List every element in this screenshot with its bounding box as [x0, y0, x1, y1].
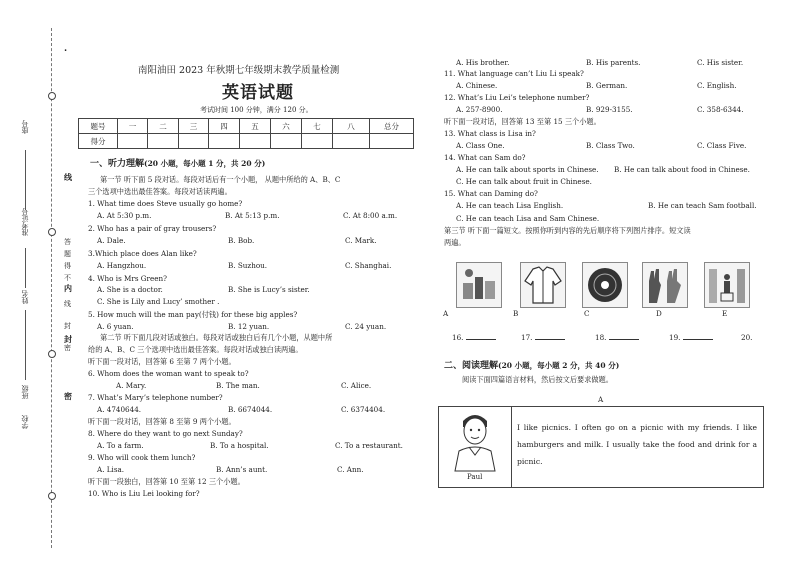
q3-option-b[interactable]: B. Suzhou. [228, 261, 268, 270]
q3-option-a[interactable]: A. Hangzhou. [97, 261, 147, 270]
pic-label-b: B [513, 309, 519, 318]
q14-option-c[interactable]: C. He can talk about fruit in Chinese. [456, 177, 592, 186]
q2-option-b[interactable]: B. Bob. [228, 236, 255, 245]
score-table [78, 118, 414, 149]
margin-label-school: 学校 [21, 415, 29, 429]
q7-option-a[interactable]: A. 4740644. [97, 405, 142, 414]
part1-heading: 一、听力理解(20 小题，每小题 1 分，共 20 分) [90, 159, 266, 169]
question-1: 1. What time does Steve usually go home? [88, 199, 243, 208]
q9-option-c[interactable]: C. Ann. [337, 465, 364, 474]
shopping-icon [456, 262, 502, 308]
q8-option-a[interactable]: A. To a farm. [97, 441, 144, 450]
seat-line [25, 150, 26, 210]
q12-option-b[interactable]: B. 929-3155. [586, 105, 633, 114]
question-3: 3.Which place does Alan like? [88, 249, 197, 258]
pic-label-c: C [584, 309, 590, 318]
score-header-cell: 二 [148, 119, 179, 134]
question-5: 5. How much will the man pay(付钱) for these big apples? [88, 310, 298, 319]
q12-option-c[interactable]: C. 358-6344. [697, 105, 744, 114]
boy-portrait-icon [439, 407, 511, 473]
name-line [25, 310, 26, 380]
answer-blank-17[interactable]: 17. [521, 333, 565, 343]
score-header-cell: 总分 [370, 119, 414, 134]
score-header-cell: 三 [179, 119, 209, 134]
admission-line [25, 248, 26, 288]
question-7: 7. What’s Mary’s telephone number? [88, 393, 223, 402]
question-13: 13. What class is Lisa in? [444, 129, 536, 138]
score-cell[interactable] [118, 134, 148, 149]
margin-label-name: 姓名 [21, 290, 29, 304]
seal-char: 线 [64, 172, 72, 182]
q9-option-b[interactable]: B. Ann’s aunt. [216, 465, 268, 474]
passage-a [438, 406, 764, 488]
seal-char: 内 [64, 283, 72, 293]
listen-instruction-8-9: 听下面一段对话，回答第 8 至第 9 两个小题。 [88, 417, 236, 426]
seal-char: 密 [64, 391, 72, 401]
question-10: 10. Who is Liu Lei looking for? [88, 489, 200, 498]
exam-title: 南阳油田 2023 年秋期七年级期末教学质量检测 [138, 65, 340, 76]
score-header-cell: 一 [118, 119, 148, 134]
score-header-cell: 六 [271, 119, 302, 134]
score-header-cell: 五 [240, 119, 271, 134]
score-cell[interactable] [370, 134, 414, 149]
listen-instruction-10-12: 听下面一段独白，回答第 10 至第 12 三个小题。 [88, 477, 245, 486]
jacket-icon [520, 262, 566, 308]
q11-option-b[interactable]: B. German. [586, 81, 628, 90]
q15-option-c[interactable]: C. He can teach Lisa and Sam Chinese. [456, 214, 600, 223]
q9-option-a[interactable]: A. Lisa. [97, 465, 125, 474]
q5-option-b[interactable]: B. 12 yuan. [228, 322, 270, 331]
q14-option-a[interactable]: A. He can talk about sports in Chinese. [456, 165, 599, 174]
binding-hole [48, 350, 56, 358]
margin-mark: . [64, 44, 68, 54]
q5-option-a[interactable]: A. 6 yuan. [97, 322, 134, 331]
q8-option-c[interactable]: C. To a restaurant. [335, 441, 403, 450]
sec2-instruction-2: 给的 A、B、C 三个选项中选出最佳答案。每段对话或独白读两遍。 [88, 345, 303, 354]
question-9: 9. Who will cook them lunch? [88, 453, 196, 462]
no-answer-note: 答 题 得 不 [64, 238, 71, 282]
sec3-instruction: 第三节 听下面一篇短文。按照你听到内容的先后顺序将下列图片排序。短文读 [444, 226, 691, 235]
q10-option-b[interactable]: B. His parents. [586, 58, 641, 67]
answer-blank-20[interactable]: 20. [741, 333, 753, 342]
q11-option-c[interactable]: C. English. [697, 81, 737, 90]
answer-blank-16[interactable]: 16. [452, 333, 496, 343]
score-cell[interactable] [271, 134, 302, 149]
score-header-cell: 题号 [79, 119, 118, 134]
score-cell[interactable] [333, 134, 370, 149]
passage-letter: A [598, 395, 604, 404]
gloves-icon [642, 262, 688, 308]
passage-portrait [439, 407, 512, 487]
question-4: 4. Who is Mrs Green? [88, 274, 167, 283]
score-header-cell: 七 [302, 119, 333, 134]
q7-option-c[interactable]: C. 6374404. [341, 405, 386, 414]
question-8: 8. Where do they want to go next Sunday? [88, 429, 243, 438]
binding-dashed-line [51, 28, 52, 548]
q12-option-a[interactable]: A. 257-8900. [456, 105, 503, 114]
score-cell[interactable] [240, 134, 271, 149]
q7-option-b[interactable]: B. 6674044. [228, 405, 273, 414]
q4-option-c[interactable]: C. She is Lily and Lucy’ smother . [97, 297, 220, 306]
q3-option-c[interactable]: C. Shanghai. [345, 261, 392, 270]
q6-option-c[interactable]: C. Alice. [341, 381, 372, 390]
q10-option-c[interactable]: C. His sister. [697, 58, 744, 67]
margin-label-seat: 座号 [21, 120, 29, 134]
binding-hole [48, 228, 56, 236]
sec1-instruction: 第一节 听下面 5 段对话。每段对话后有一个小题， 从题中所给的 A、B、C [100, 175, 341, 184]
seal-char: 封 [64, 334, 72, 344]
supermarket-icon [704, 262, 750, 308]
binding-hole [48, 492, 56, 500]
score-cell[interactable] [148, 134, 179, 149]
cd-icon [582, 262, 628, 308]
part2-heading: 二、阅读理解(20 小题，每小题 2 分，共 40 分) [444, 361, 620, 371]
q1-option-c[interactable]: C. At 8:00 a.m. [343, 211, 398, 220]
pic-label-a: A [443, 309, 449, 318]
q13-option-b[interactable]: B. Class Two. [586, 141, 635, 150]
answer-blank-18[interactable]: 18. [595, 333, 639, 343]
q15-option-b[interactable]: B. He can teach Sam football. [648, 201, 757, 210]
answer-blank-19[interactable]: 19. [669, 333, 713, 343]
score-cell[interactable] [179, 134, 209, 149]
q10-option-a[interactable]: A. His brother. [456, 58, 510, 67]
q1-option-b[interactable]: B. At 5:13 p.m. [225, 211, 280, 220]
binding-hole [48, 92, 56, 100]
q11-option-a[interactable]: A. Chinese. [456, 81, 498, 90]
score-header-cell: 四 [209, 119, 240, 134]
score-header-cell: 八 [333, 119, 370, 134]
q13-option-a[interactable]: A. Class One. [456, 141, 505, 150]
no-answer-note-2: 线 封 密 [64, 300, 71, 352]
score-row-label: 得分 [79, 134, 118, 149]
question-6: 6. Whom does the woman want to speak to? [88, 369, 249, 378]
question-2: 2. Who has a pair of gray trousers? [88, 224, 217, 233]
question-15: 15. What can Daming do? [444, 189, 538, 198]
q2-option-a[interactable]: A. Dale. [97, 236, 126, 245]
subject-title: 英语试题 [222, 83, 294, 103]
score-cell[interactable] [209, 134, 240, 149]
question-12: 12. What’s Liu Lei’s telephone number? [444, 93, 590, 102]
passage-text: I like picnics. I often go on a picnic with my friends. I like hamburgers and milk. I usually take the food and drink for a picnic. [517, 423, 757, 466]
margin-label-class: 班级 [21, 385, 29, 399]
q2-option-c[interactable]: C. Mark. [345, 236, 377, 245]
exam-info: 考试时间 100 分钟，满分 120 分。 [200, 106, 313, 114]
q8-option-b[interactable]: B. To a hospital. [210, 441, 269, 450]
sec2-instruction: 第二节 听下面几段对话或独白。每段对话或独白后有几个小题，从题中所 [100, 333, 333, 342]
q6-option-b[interactable]: B. The man. [216, 381, 260, 390]
question-14: 14. What can Sam do? [444, 153, 526, 162]
question-11: 11. What language can’t Liu Li speak? [444, 69, 584, 78]
score-cell[interactable] [302, 134, 333, 149]
portrait-name: Paul [467, 473, 483, 481]
q15-option-a[interactable]: A. He can teach Lisa English. [456, 201, 564, 210]
pic-label-d: D [656, 309, 662, 318]
pic-label-e: E [722, 309, 728, 318]
q4-option-a[interactable]: A. She is a doctor. [97, 285, 163, 294]
part2-instruction: 阅读下面四篇语言材料，然后按文后要求做题。 [462, 375, 613, 384]
sec1-instruction-2: 三个选项中选出最佳答案。每段对话读两遍。 [88, 187, 232, 196]
q5-option-c[interactable]: C. 24 yuan. [345, 322, 387, 331]
margin-label-admission: 准考证号 [21, 208, 29, 236]
q6-option-a[interactable]: A. Mary. [116, 381, 147, 390]
listen-instruction-13-15: 听下面一段对话，回答第 13 至第 15 三个小题。 [444, 117, 601, 126]
q14-option-b[interactable]: B. He can talk about food in Chinese. [614, 165, 750, 174]
q1-option-a[interactable]: A. At 5:30 p.m. [97, 211, 152, 220]
sec3-instruction-2: 两遍。 [444, 238, 466, 247]
q4-option-b[interactable]: B. She is Lucy’s sister. [228, 285, 310, 294]
q13-option-c[interactable]: C. Class Five. [697, 141, 747, 150]
listen-instruction-6-7: 听下面一段对话，回答第 6 至第 7 两个小题。 [88, 357, 236, 366]
